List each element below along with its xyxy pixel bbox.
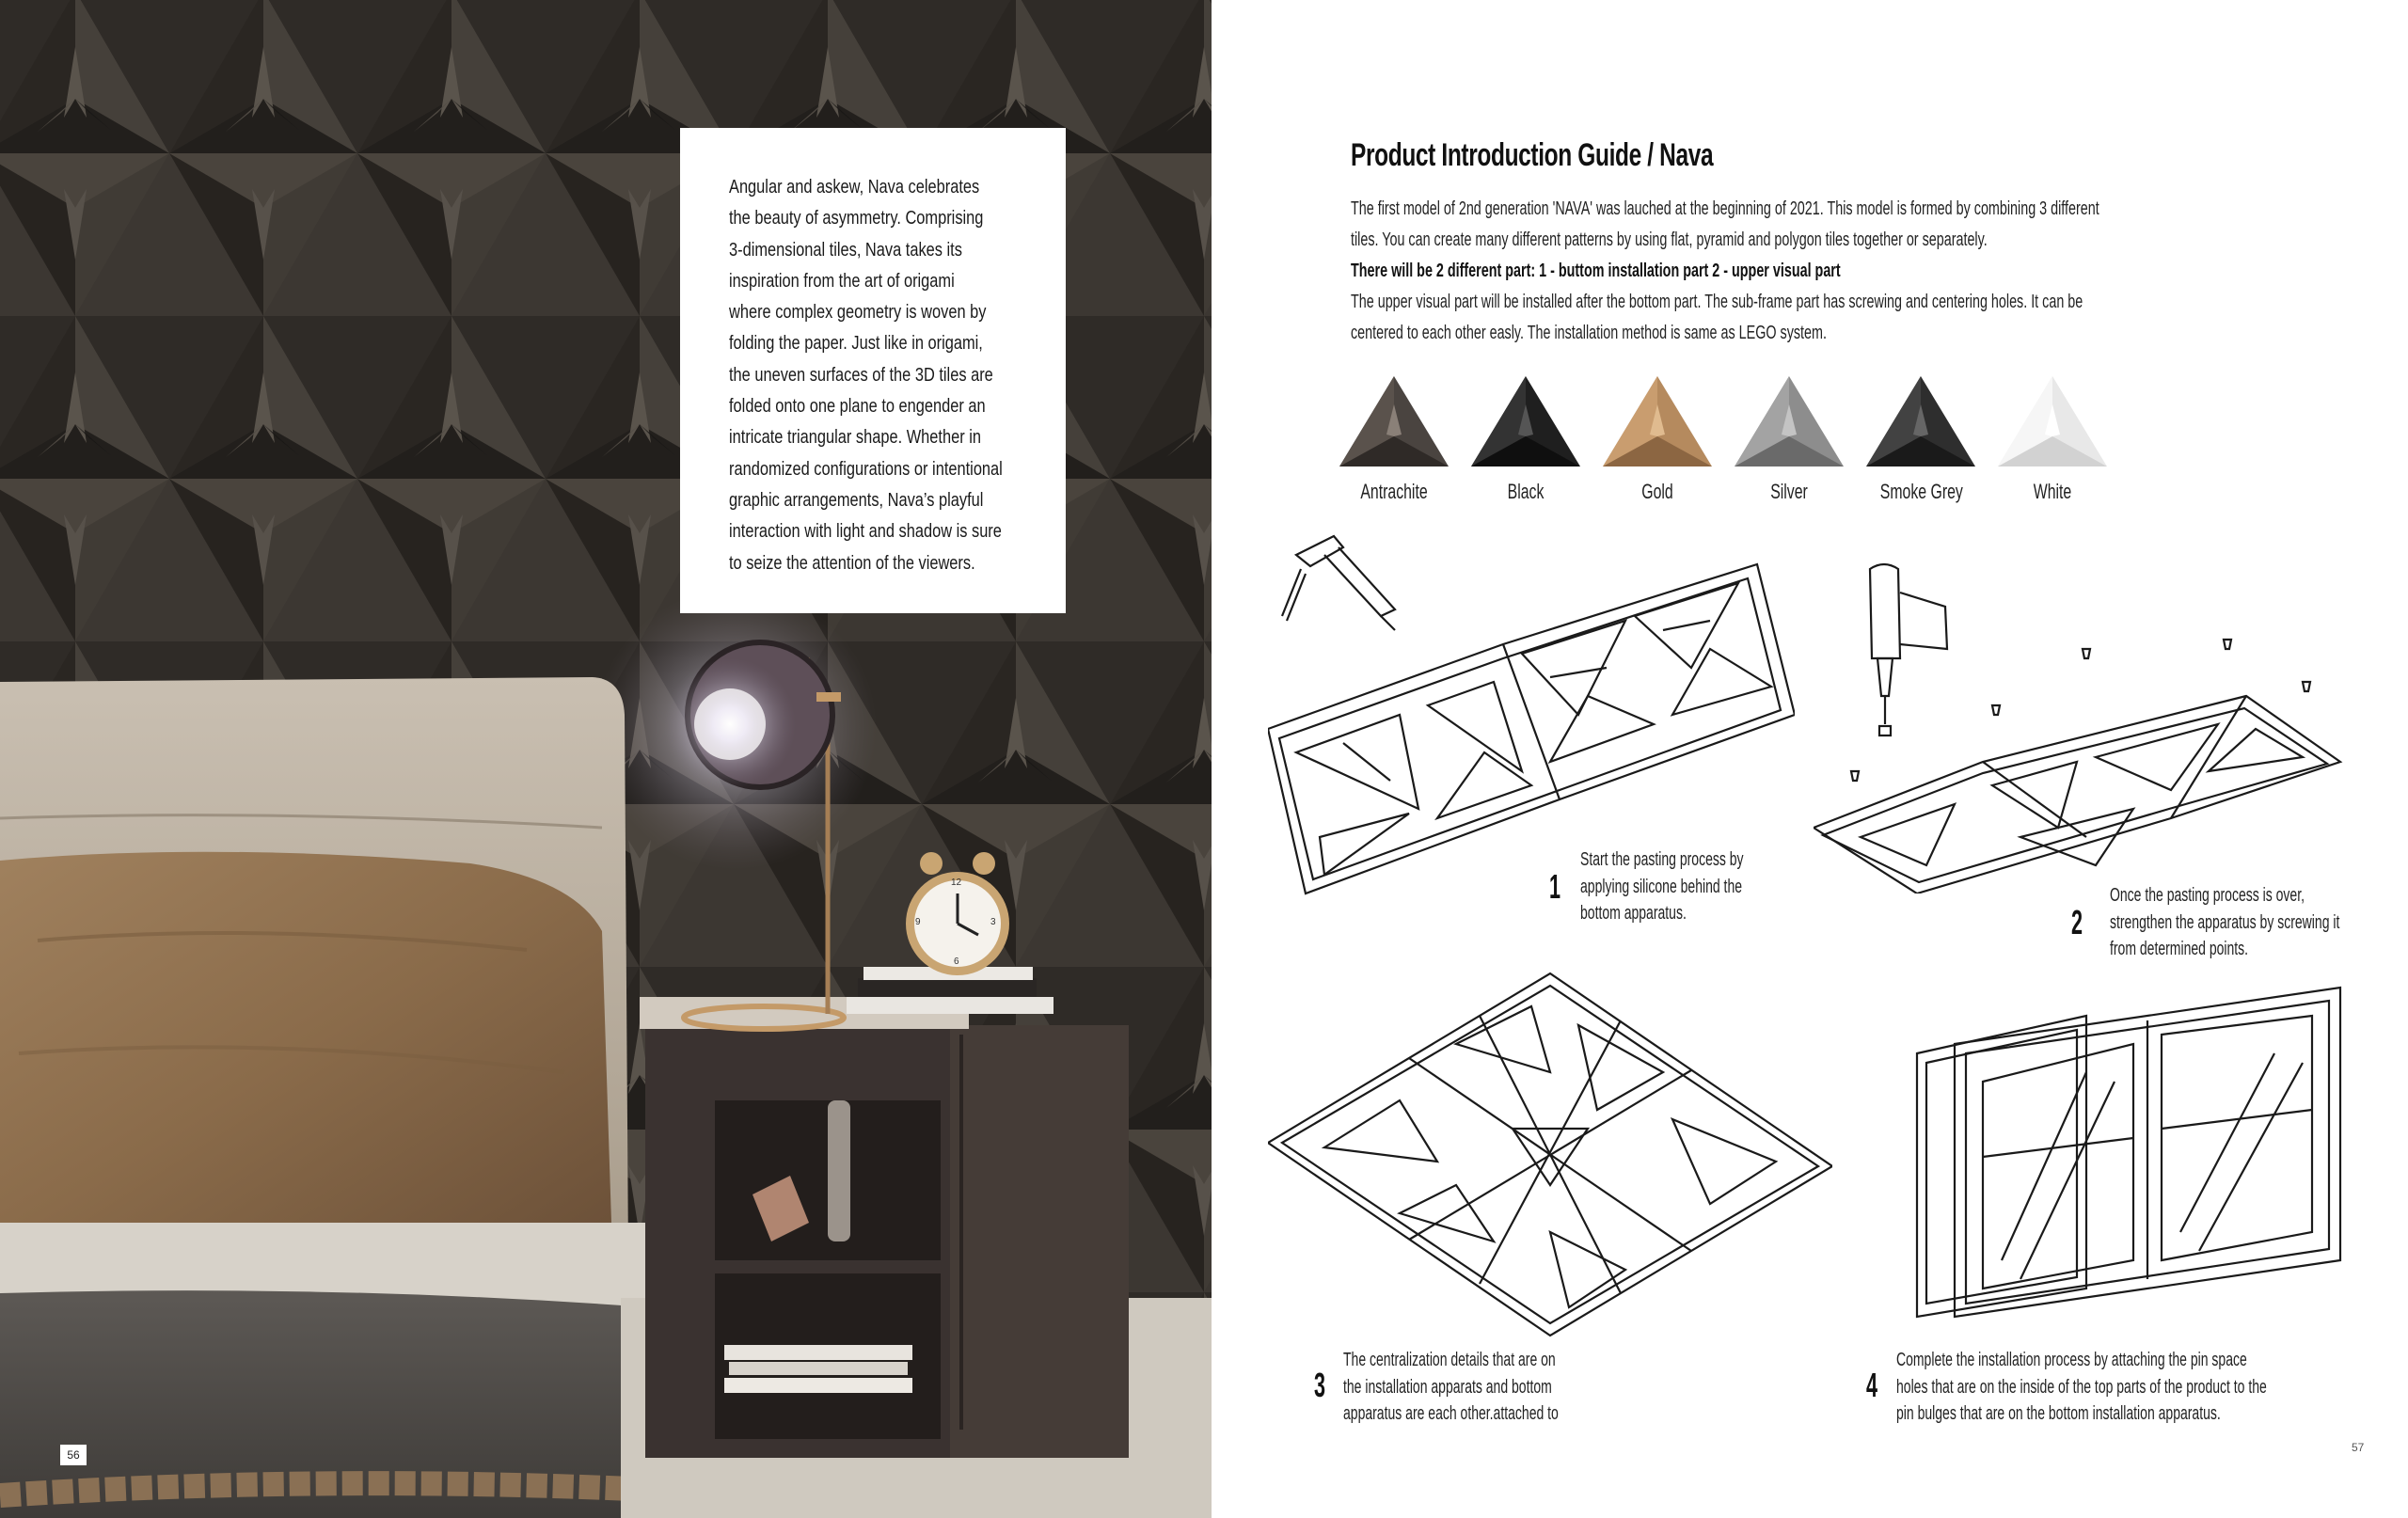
clock-numeral: 6 <box>954 957 959 967</box>
step-2-text <box>2110 882 2339 963</box>
color-swatch-black <box>1469 376 1582 504</box>
step-line: applying silicone behind the <box>1580 876 1743 897</box>
intro-line: interaction with light and shadow is sure <box>729 520 1002 543</box>
intro-line: randomized configurations or intentional <box>729 457 1003 480</box>
intro-paragraph-line: The first model of 2nd generation 'NAVA' was lauched at the beginning of 2021. This model is formed by combining 3 different <box>1351 198 2099 219</box>
swatch-label: Antrachite <box>1360 480 1428 503</box>
tile-swatch-icon <box>1339 376 1449 466</box>
intro-line: where complex geometry is woven by <box>729 301 987 324</box>
intro-line: 3-dimensional tiles, Nava takes its <box>729 238 962 261</box>
step-line: holes that are on the inside of the top parts of the product to the <box>1896 1376 2267 1398</box>
intro-paragraph <box>729 171 1045 578</box>
clock-face <box>906 872 1009 975</box>
step-line: Start the pasting process by <box>1580 849 1744 870</box>
step-line: The centralization details that are on <box>1343 1350 1556 1370</box>
install-paragraph-line: The upper visual part will be installed after the bottom part. The sub-frame part has screwing and centering holes. It can be <box>1351 291 2083 312</box>
install-paragraph-line: centered to each other easly. The installation method is same as LEGO system. <box>1351 322 1827 343</box>
clock-numeral: 3 <box>990 917 996 927</box>
color-swatch-silver <box>1733 376 1846 504</box>
intro-paragraph-line: tiles. You can create many different patterns by using flat, pyramid and polygon tiles together or separately. <box>1351 229 1988 250</box>
intro-line: to seize the attention of the viewers. <box>729 551 975 574</box>
step-line: pin bulges that are on the bottom installation apparatus. <box>1896 1403 2221 1424</box>
step-number: 1 <box>1549 867 1561 906</box>
page-number-left: 56 <box>60 1445 87 1465</box>
page-number-right: 57 <box>2352 1441 2365 1454</box>
step-number: 4 <box>1866 1366 1878 1404</box>
swatch-label: White <box>2033 480 2072 503</box>
tile-swatch-icon <box>1603 376 1712 466</box>
step-line: apparatus are each other.attached to <box>1343 1403 1559 1424</box>
step-line: the installation apparats and bottom <box>1343 1376 1552 1398</box>
step-line: Once the pasting process is over, <box>2110 885 2305 906</box>
intro-line: folding the paper. Just like in origami, <box>729 332 983 355</box>
page-title: Product Introduction Guide / Nava <box>1351 137 1714 173</box>
tile-swatch-icon <box>1735 376 1844 466</box>
clock-numeral: 12 <box>951 878 962 888</box>
intro-text-box <box>680 128 1066 613</box>
step-line: Complete the installation process by attaching the pin space <box>1896 1350 2247 1370</box>
step-line: bottom apparatus. <box>1580 903 1687 924</box>
step-4-text <box>1896 1347 2267 1428</box>
intro-line: the uneven surfaces of the 3D tiles are <box>729 363 993 386</box>
right-page <box>1212 0 2408 1518</box>
color-swatch-antrachite <box>1338 376 1450 504</box>
swatch-label: Smoke Grey <box>1879 480 1963 503</box>
color-swatch-gold <box>1601 376 1714 504</box>
tile-swatch-icon <box>1471 376 1580 466</box>
step-line: strengthen the apparatus by screwing it <box>2110 911 2340 933</box>
intro-line: Angular and askew, Nava celebrates <box>729 176 980 198</box>
step-3-text <box>1343 1347 1559 1428</box>
swatch-label: Gold <box>1641 480 1673 503</box>
clock-numeral: 9 <box>915 917 921 927</box>
intro-line: the beauty of asymmetry. Comprising <box>729 207 984 229</box>
swatch-label: Black <box>1507 480 1545 503</box>
tile-swatch-icon <box>1998 376 2107 466</box>
step-3-diagram <box>1268 959 1832 1354</box>
step-number: 2 <box>2071 903 2083 941</box>
color-swatch-smoke-grey <box>1864 376 1977 504</box>
step-line: from determined points. <box>2110 939 2249 959</box>
step-4-diagram <box>1898 978 2350 1336</box>
intro-line: intricate triangular shape. Whether in <box>729 426 982 449</box>
intro-line: inspiration from the art of origami <box>729 269 955 292</box>
parts-heading: There will be 2 different part: 1 - buttom installation part 2 - upper visual part <box>1351 260 1841 281</box>
tile-swatch-icon <box>1866 376 1975 466</box>
intro-line: graphic arrangements, Nava’s playful <box>729 488 984 511</box>
step-number: 3 <box>1314 1366 1326 1404</box>
intro-line: folded onto one plane to engender an <box>729 395 986 418</box>
color-swatch-white <box>1996 376 2109 504</box>
swatch-label: Silver <box>1770 480 1808 503</box>
step-1-text <box>1580 846 1744 927</box>
step-2-diagram <box>1814 555 2359 893</box>
